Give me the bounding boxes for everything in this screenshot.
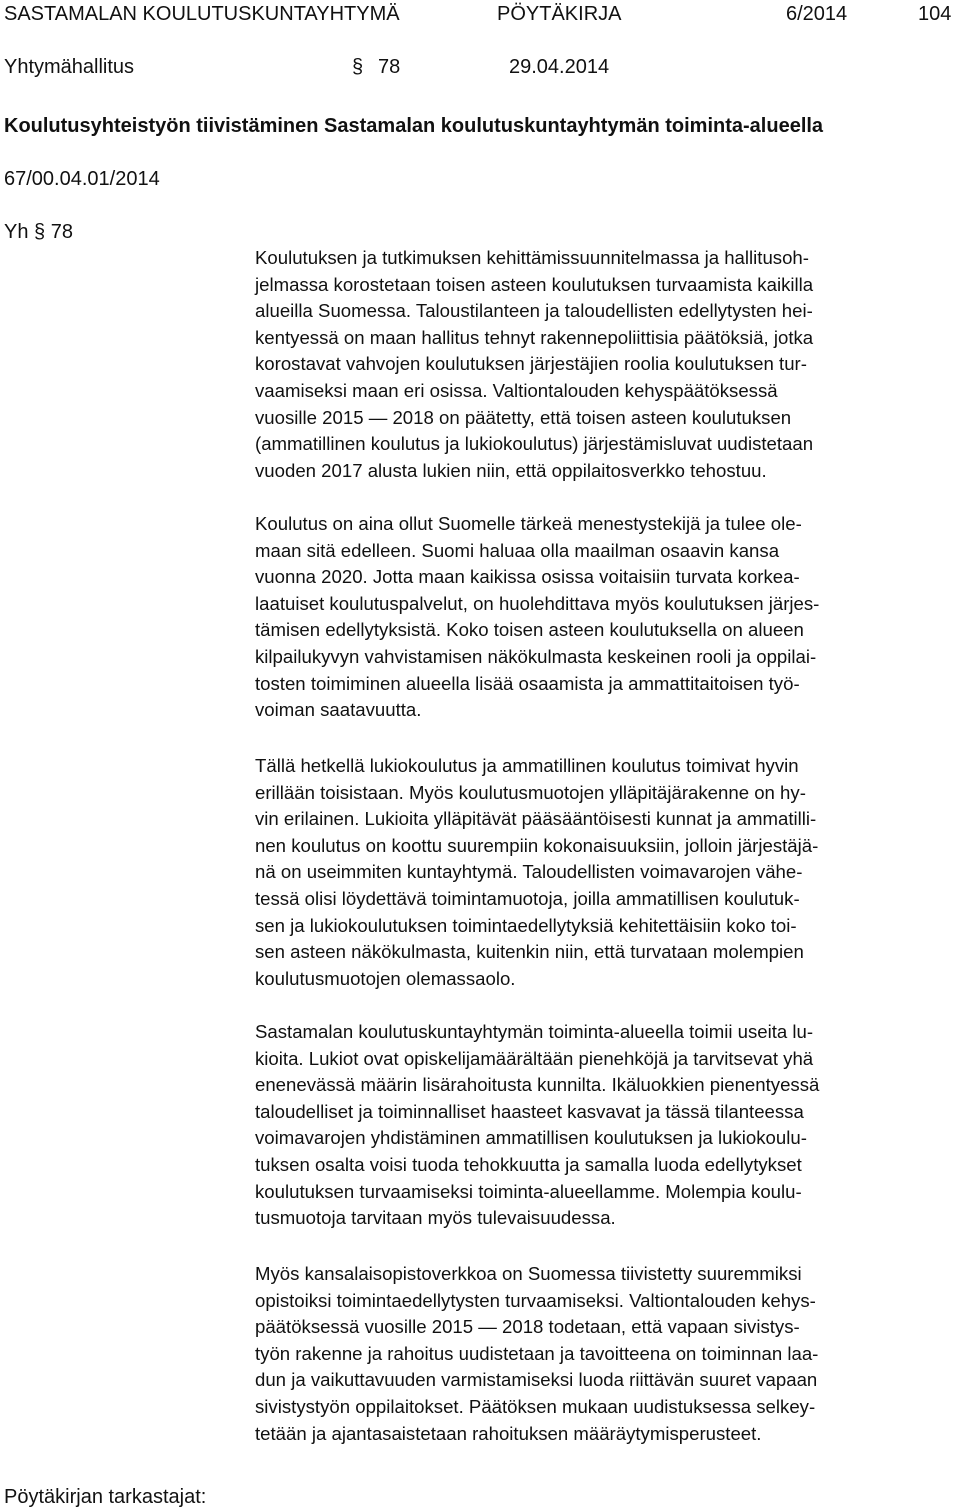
text-line: vaamiseksi maan eri osissa. Valtiontalouden kehyspäätöksessä <box>255 379 778 401</box>
text-line: voiman saatavuutta. <box>255 699 422 721</box>
text-line: voimavarojen yhdistäminen ammatillisen koulutuksen ja lukiokoulu- <box>255 1127 807 1149</box>
text-line: Koulutus on aina ollut Suomelle tärkeä menestystekijä ja tulee ole- <box>255 513 802 534</box>
text-line: tosten toimiminen alueella lisää osaamista ja ammattitaitoisen työ- <box>255 672 800 694</box>
text-line: nen koulutus on koottu suurempiin kokonaisuuksiin, jolloin järjestäjä- <box>255 834 819 856</box>
organization-name: SASTAMALAN KOULUTUSKUNTAYHTYMÄ <box>4 3 400 25</box>
text-line: kentyessä on maan hallitus tehnyt rakennepoliittisia päätöksiä, jotka <box>255 326 814 348</box>
paragraph-5 <box>255 1261 960 1447</box>
section-number: 78 <box>50 221 73 243</box>
reviewers-label: Pöytäkirjan tarkastajat: <box>4 1486 207 1508</box>
section-sign: § <box>352 56 364 78</box>
document-number: 6/2014 <box>786 3 848 25</box>
text-line: työn rakenne ja rahoitus uudistetaan ja tavoitteena on toiminnan laa- <box>255 1342 819 1364</box>
section-reference <box>4 219 73 245</box>
section-sign: § <box>34 221 46 243</box>
text-line: vuosille 2015 — 2018 on päätetty, että toisen asteen koulutuksen <box>255 406 792 428</box>
text-line: jelmassa korostetaan toisen asteen koulutuksen turvaamista kaikilla <box>255 273 814 295</box>
text-line: tusmuotoja tarvitaan myös tulevaisuudessa. <box>255 1207 616 1229</box>
text-line: Koulutuksen ja tutkimuksen kehittämissuunnitelmassa ja hallitusoh- <box>255 247 809 268</box>
case-number: 67/00.04.01/2014 <box>4 168 160 190</box>
text-line: vuoden 2017 alusta lukien niin, että oppilaitosverkko tehostuu. <box>255 459 767 481</box>
text-line: Tällä hetkellä lukiokoulutus ja ammatillinen koulutus toimivat hyvin <box>255 755 799 776</box>
text-line: sen ja lukiokoulutuksen toimintaedellytyksiä kehitettäisiin koko toi- <box>255 914 797 936</box>
text-line: päätöksessä vuosille 2015 — 2018 todetaan, että vapaan sivistys- <box>255 1316 800 1338</box>
text-line: erillään toisistaan. Myös koulutusmuotojen ylläpitäjärakenne on hy- <box>255 781 806 803</box>
text-line: sen asteen näkökulmasta, kuitenkin niin, että turvataan molempien <box>255 941 804 963</box>
section-prefix: Yh <box>4 221 29 243</box>
text-line: tetään ja ajantasaistetaan rahoituksen määräytymisperusteet. <box>255 1422 762 1444</box>
text-line: (ammatillinen koulutus ja lukiokoulutus) järjestämisluvat uudistetaan <box>255 433 814 455</box>
paragraph-3 <box>255 753 960 992</box>
paragraph-1 <box>255 245 960 484</box>
document-title: Koulutusyhteistyön tiivistäminen Sastamalan koulutuskuntayhtymän toiminta-alueella <box>4 115 824 137</box>
text-line: Myös kansalaisopistoverkkoa on Suomessa tiivistetty suuremmiksi <box>255 1263 802 1284</box>
text-line: kilpailukyvyn vahvistamisen näkökulmasta keskeinen rooli ja oppilai- <box>255 645 817 667</box>
text-line: tämisen edellytyksistä. Koko toisen asteen koulutuksella on alueen <box>255 619 804 641</box>
text-line: korostavat vahvojen koulutuksen järjestäjien roolia koulutuksen tur- <box>255 353 807 375</box>
body-name: Yhtymähallitus <box>4 56 135 78</box>
text-line: maan sitä edelleen. Suomi haluaa olla maailman osaavin kansa <box>255 539 780 561</box>
text-line: enenevässä määrin lisärahoitusta kunnilta. Ikäluokkien pienentyessä <box>255 1074 820 1096</box>
text-line: Sastamalan koulutuskuntayhtymän toiminta-alueella toimii useita lu- <box>255 1021 814 1042</box>
text-line: tuksen osalta voisi tuoda tehokkuutta ja samalla luoda edellytykset <box>255 1153 802 1175</box>
text-line: nä on useimmiten kuntayhtymä. Taloudellisten voimavarojen vähe- <box>255 861 803 883</box>
text-line: dun ja vaikuttavuuden varmistamiseksi luoda riittävän suuret vapaan <box>255 1369 818 1391</box>
text-line: kioita. Lukiot ovat opiskelijamäärältään pienehköjä ja tarvitsevat yhä <box>255 1047 814 1069</box>
page-number: 104 <box>918 3 952 25</box>
document-type: PÖYTÄKIRJA <box>497 3 622 25</box>
text-line: vin erilainen. Lukioita ylläpitävät pääsääntöisesti kunnat ja ammatilli- <box>255 808 817 830</box>
section-number: 78 <box>378 56 401 78</box>
text-line: laatuiset koulutuspalvelut, on huolehdittava myös koulutuksen järjes- <box>255 592 820 614</box>
text-line: vuonna 2020. Jotta maan kaikissa osissa voitaisiin turvata korkea- <box>255 566 800 588</box>
text-line: koulutuksen turvaamiseksi toiminta-alueellamme. Molempia koulu- <box>255 1180 802 1202</box>
text-line: tessä olisi löydettävä toimintamuotoja, joilla ammatillisen koulutuk- <box>255 887 800 909</box>
meeting-date: 29.04.2014 <box>509 56 610 78</box>
paragraph-4 <box>255 1019 960 1232</box>
text-line: opistoiksi toimintaedellytysten turvaamiseksi. Valtiontalouden kehys- <box>255 1289 816 1311</box>
text-line: taloudelliset ja toiminnalliset haasteet kasvavat ja tässä tilanteessa <box>255 1100 804 1122</box>
text-line: koulutusmuotojen olemassaolo. <box>255 967 516 989</box>
text-line: alueilla Suomessa. Taloustilanteen ja taloudellisten edellytysten hei- <box>255 300 813 322</box>
paragraph-2 <box>255 511 960 724</box>
text-line: sivistystyön oppilaitokset. Päätöksen mukaan uudistuksessa selkey- <box>255 1395 816 1417</box>
